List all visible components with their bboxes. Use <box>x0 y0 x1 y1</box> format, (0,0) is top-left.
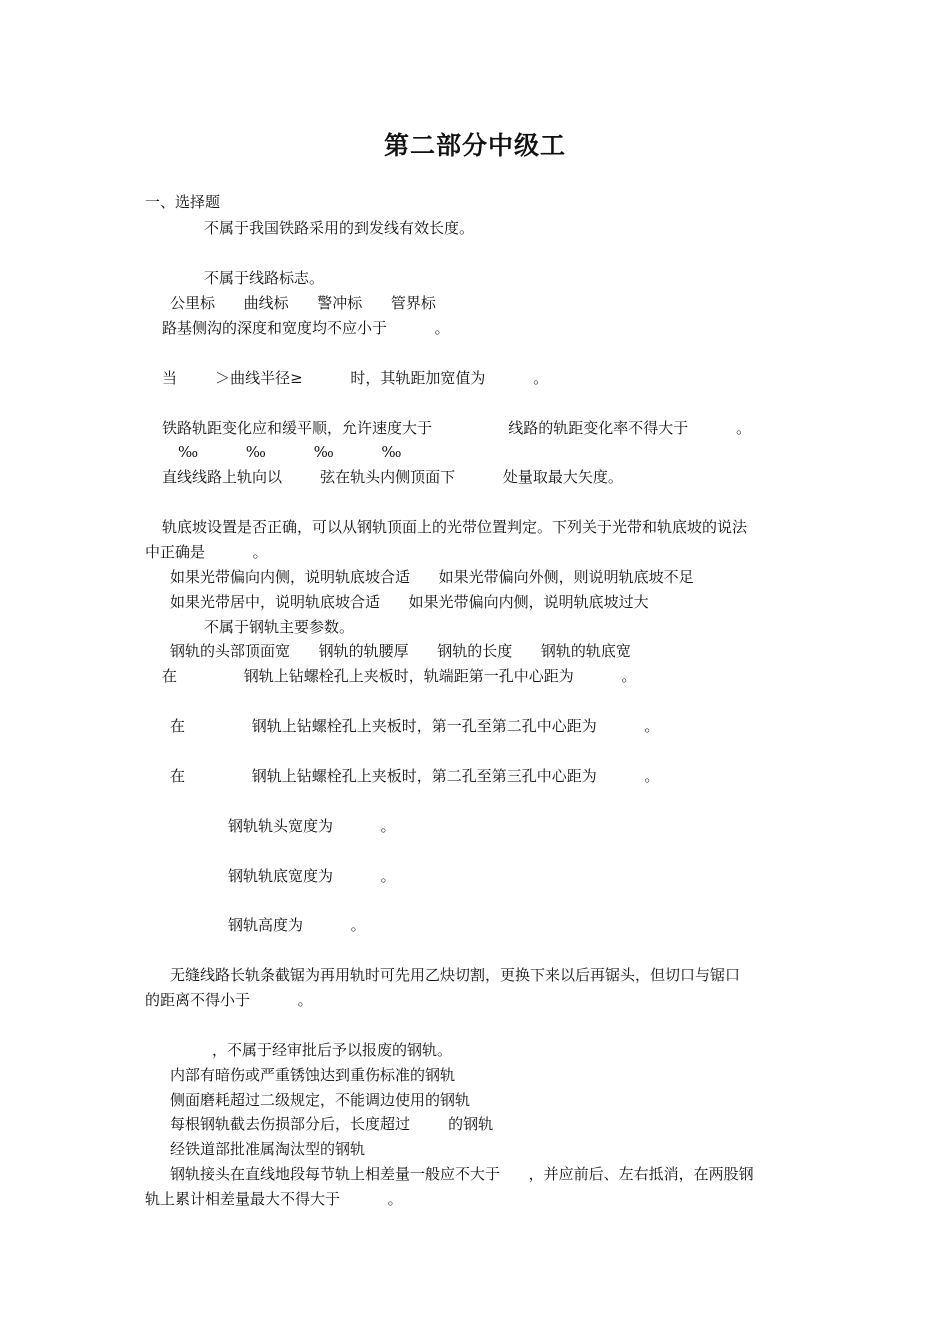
question-line: 不属于线路标志。 <box>204 269 325 287</box>
page-title: 第二部分中级工 <box>383 131 566 160</box>
question-line: 在 钢轨上钻螺栓孔上夹板时，第二孔至第三孔中心距为 。 <box>170 767 660 785</box>
question-line: 当 ＞曲线半径≥ 时，其轨距加宽值为 。 <box>162 369 549 387</box>
option-line: 公里标 曲线标 警冲标 管界标 <box>170 294 436 312</box>
question-line: 中正确是 。 <box>145 543 268 561</box>
option-line: 每根钢轨截去伤损部分后，长度超过 的钢轨 <box>170 1115 494 1133</box>
question-line: 铁路轨距变化应和缓平顺，允许速度大于 线路的轨距变化率不得大于 。 <box>162 419 751 437</box>
section-heading: 一、选择题 <box>145 193 221 211</box>
option-line: 侧面磨耗超过二级规定，不能调边使用的钢轨 <box>170 1091 471 1109</box>
option-line: 内部有暗伤或严重锈蚀达到重伤标准的钢轨 <box>170 1066 456 1084</box>
option-line: 如果光带居中，说明轨底坡合适 如果光带偏向内侧，说明轨底坡过大 <box>170 593 649 611</box>
question-line: 不属于钢轨主要参数。 <box>204 618 355 636</box>
question-line: 无缝线路长轨条截锯为再用轨时可先用乙炔切割，更换下来以后再锯头，但切口与锯口 <box>170 966 741 984</box>
question-line: 钢轨高度为 。 <box>228 916 366 934</box>
question-line: 钢轨轨底宽度为 。 <box>228 867 396 885</box>
question-line: 钢轨接头在直线地段每节轨上相差量一般应不大于 ，并应前后、左右抵消，在两股钢 <box>170 1165 754 1183</box>
question-line: 直线线路上轨向以 弦在轨头内侧顶面下 处量取最大矢度。 <box>162 468 623 486</box>
option-line: 经铁道部批准属淘汰型的钢轨 <box>170 1140 366 1158</box>
question-line: 轨上累计相差量最大不得大于 。 <box>145 1190 403 1208</box>
question-line: 的距离不得小于 。 <box>145 991 313 1009</box>
question-line: 轨底坡设置是否正确，可以从钢轨顶面上的光带位置判定。下列关于光带和轨底坡的说法 <box>162 518 748 536</box>
option-line: ‰ ‰ ‰ ‰ <box>178 443 402 461</box>
question-line: 钢轨轨头宽度为 。 <box>228 817 396 835</box>
question-line: 不属于我国铁路采用的到发线有效长度。 <box>204 219 475 237</box>
question-line: ，不属于经审批后予以报废的钢轨。 <box>212 1041 453 1059</box>
question-line: 在 钢轨上钻螺栓孔上夹板时，第一孔至第二孔中心距为 。 <box>170 717 660 735</box>
question-line: 路基侧沟的深度和宽度均不应小于 。 <box>162 319 450 337</box>
question-line: 在 钢轨上钻螺栓孔上夹板时，轨端距第一孔中心距为 。 <box>162 667 637 685</box>
option-line: 如果光带偏向内侧，说明轨底坡合适 如果光带偏向外侧，则说明轨底坡不足 <box>170 568 694 586</box>
option-line: 钢轨的头部顶面宽 钢轨的轨腰厚 钢轨的长度 钢轨的轨底宽 <box>170 642 631 660</box>
